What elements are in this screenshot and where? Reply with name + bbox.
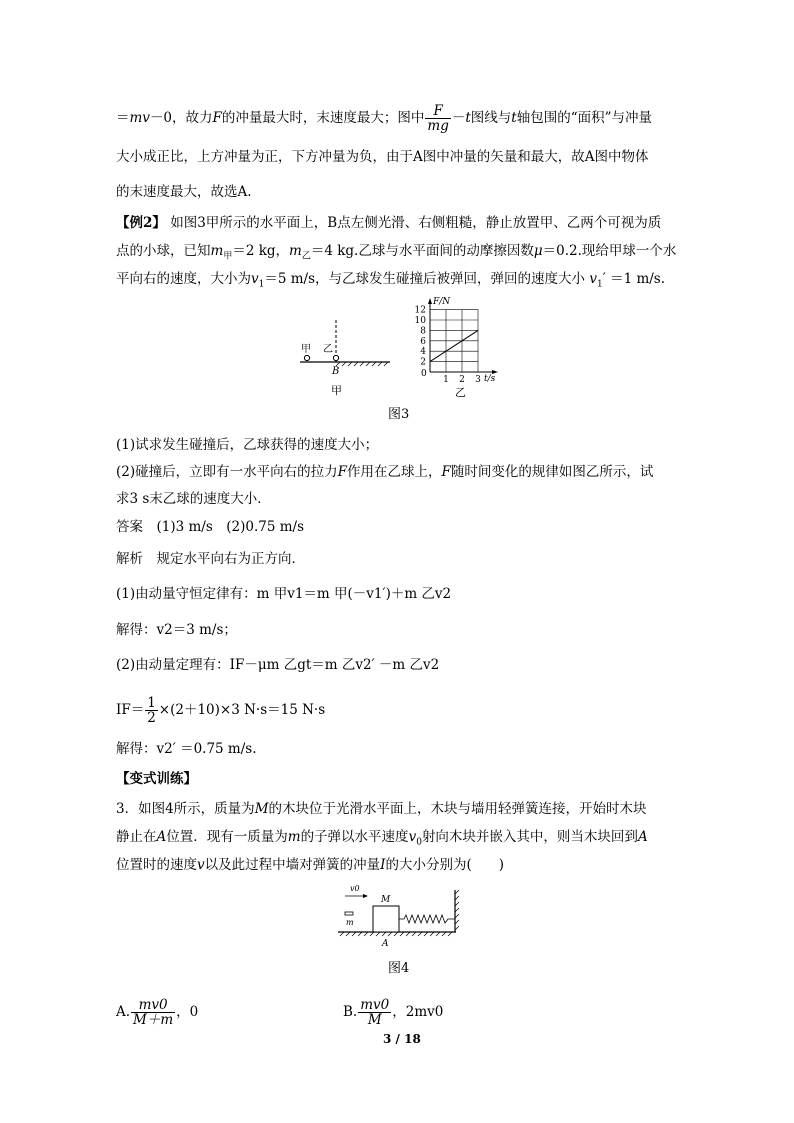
x-axis-label: t/s [484,374,496,384]
option-label: A. [116,1004,131,1020]
solution-2-impulse [116,696,325,725]
problem-3-line-1 [116,800,647,818]
var-t: t [465,110,471,126]
ball-yi [333,355,338,360]
x-tick-label: 1 [443,375,449,385]
option-tail: ，0 [176,1004,199,1020]
text: 位置时的速度 [116,857,197,873]
text: 平向右的速度，大小为 [116,271,251,287]
text: 静止在 [116,829,157,845]
ball-jia [304,355,309,360]
frac-den: M [367,1012,382,1028]
velocity-arrowhead [363,894,368,898]
analysis: 解析 规定水平向右为正方向． [116,551,305,567]
y-tick-label: 2 [420,357,426,368]
text: ＝5 m/s，与乙球发生碰撞后被弹回，弹回的速度大小 [264,271,586,287]
solution-1-result: 解得：v2＝3 m/s； [116,622,237,638]
var-v: v [197,857,205,873]
var-M: M [254,801,269,817]
solution-line-2: 大小成正比，上方冲量为正，下方冲量为负，由于A图中冲量的矢量和最大，故A图中物体 [116,149,649,165]
question-2-line-2: 求3 s末乙球的速度大小． [116,491,271,507]
text: 作用在乙球上， [347,464,442,480]
label-ball-jia: 甲 [301,344,311,355]
fraction [358,998,391,1027]
text: 的冲量最大时，末速度最大；图中 [221,110,425,126]
text: ＝0.2.现给甲球一个水 [542,243,677,259]
text: 如图3甲所示的水平面上，B点左侧光滑、右侧粗糙，静止放置甲、乙两个可视为质 [170,215,662,231]
text: 随时间变化的规律如图乙所示，试 [450,464,654,480]
solution-1: (1)由动量守恒定律有：m 甲v1＝m 甲(－v1′)＋m 乙v2 [116,586,452,602]
frac-num: mv0 [360,997,390,1013]
label-v0: v0 [350,884,360,893]
sub: 乙 [301,251,311,262]
sub: 1 [258,279,265,290]
example-tag: 【例2】 [116,215,166,231]
solution-2-result: 解得：v2′ ＝0.75 m/s. [116,741,257,757]
wood-block [373,906,399,932]
frac-num: 1 [147,695,156,711]
text: －0，故力 [149,110,213,126]
problem-3-line-2 [116,828,648,852]
var-m: m [289,243,302,259]
text: 的大小分别为( ) [385,857,505,873]
text: 轴包围的“面积”与冲量 [516,110,653,126]
text: 的木块位于光滑水平面上，木块与墙用轻弹簧连接，开始时木块 [268,801,647,817]
frac-den: mg [427,118,449,134]
option-a[interactable] [116,998,198,1027]
text: － [451,110,466,126]
option-label: B. [343,1004,358,1020]
y-tick-label: 6 [420,336,426,347]
figure-3-yi-chart [415,297,498,399]
option-b[interactable] [343,998,443,1027]
text: 以及此过程中墙对弹簧的冲量 [204,857,381,873]
sub: 0 [416,837,422,848]
solution-2: (2)由动量定理有：IF－μm 乙gt＝m 乙v2′ －m 乙v2 [116,657,440,673]
frac-den: M＋m [133,1012,174,1028]
frac-num: F [425,104,450,119]
option-tail: ，2mv0 [392,1004,444,1020]
var-F: F [212,110,222,126]
series-line-F [430,330,478,361]
figure-3-caption: 图3 [388,407,410,420]
bullet [345,912,353,915]
problem-3-line-3 [116,856,504,874]
var-A: A [637,829,648,845]
floor-hatch [340,932,452,936]
question-2-line-1 [116,463,653,481]
variant-heading: 【变式训练】 [116,771,197,787]
sub: 1 [596,279,603,290]
text: ′ ＝1 m/s. [602,271,666,287]
y-axis-arrow [428,298,432,304]
text: ＝ [116,110,130,126]
figure-3-yi-label: 乙 [455,386,466,399]
chart-series [430,330,478,361]
text: 的子弹以水平速度 [300,829,409,845]
var-m: m [210,243,224,259]
text: ×(2＋10)×3 N·s＝15 N·s [158,702,326,718]
y-tick-label: 4 [420,347,426,358]
figure-3 [0,0,794,420]
var-v: v [408,829,417,845]
frac-den: 2 [147,710,156,726]
label-A: A [382,939,389,949]
text: 图线与 [470,110,512,126]
x-tick-label: 2 [459,375,465,385]
fraction-one-half [145,696,158,725]
var-mv: mv [129,110,150,126]
question-1: (1)试求发生碰撞后，乙球获得的速度大小； [116,437,379,453]
frac-num: mv0 [131,998,175,1013]
figure-3-jia-label: 甲 [331,384,342,397]
label-M: M [381,895,391,905]
text: 位置．现有一质量为 [166,829,288,845]
origin-label: 0 [421,369,427,379]
var-F: F [441,464,451,480]
y-tick-label: 8 [420,326,426,337]
answer: 答案 (1)3 m/s (2)0.75 m/s [116,519,305,535]
sub: 甲 [223,251,233,262]
text: IF＝ [116,702,145,718]
var-I: I [380,857,386,873]
text: 点的小球，已知 [116,243,211,259]
solution-line-3: 的末速度最大，故选A. [116,184,252,200]
text: ＝4 kg.乙球与水平面间的动摩擦因数 [310,243,534,259]
x-tick-label: 3 [475,375,481,385]
figure-3-jia-diagram [300,320,390,397]
var-A: A [156,829,167,845]
var-mu: μ [533,243,543,259]
label-ball-yi: 乙 [323,344,333,355]
fraction [131,998,175,1027]
var-v: v [251,271,259,287]
y-tick-label: 10 [414,316,426,326]
text: (2)碰撞后，立即有一水平向右的拉力 [116,464,338,480]
figure-4-caption: 图4 [388,961,410,976]
text: ＝2 kg， [232,243,290,259]
label-point-b: B [332,366,340,377]
var-m: m [287,829,301,845]
y-tick-labels [415,306,427,368]
var-t: t [511,110,517,126]
page-number: 3 / 18 [383,1032,421,1046]
x-tick-labels [443,375,481,385]
text: 射向木块并嵌入其中，则当木块回到 [421,829,638,845]
y-tick-label: 12 [414,305,426,316]
y-axis-label: F/N [433,297,451,307]
text: 3．如图4所示，质量为 [116,801,255,817]
wall-hatch [455,890,459,930]
var-v: v [589,271,597,287]
spring [399,915,455,923]
chart-grid [430,310,478,372]
var-F: F [337,464,347,480]
label-m: m [346,918,354,927]
